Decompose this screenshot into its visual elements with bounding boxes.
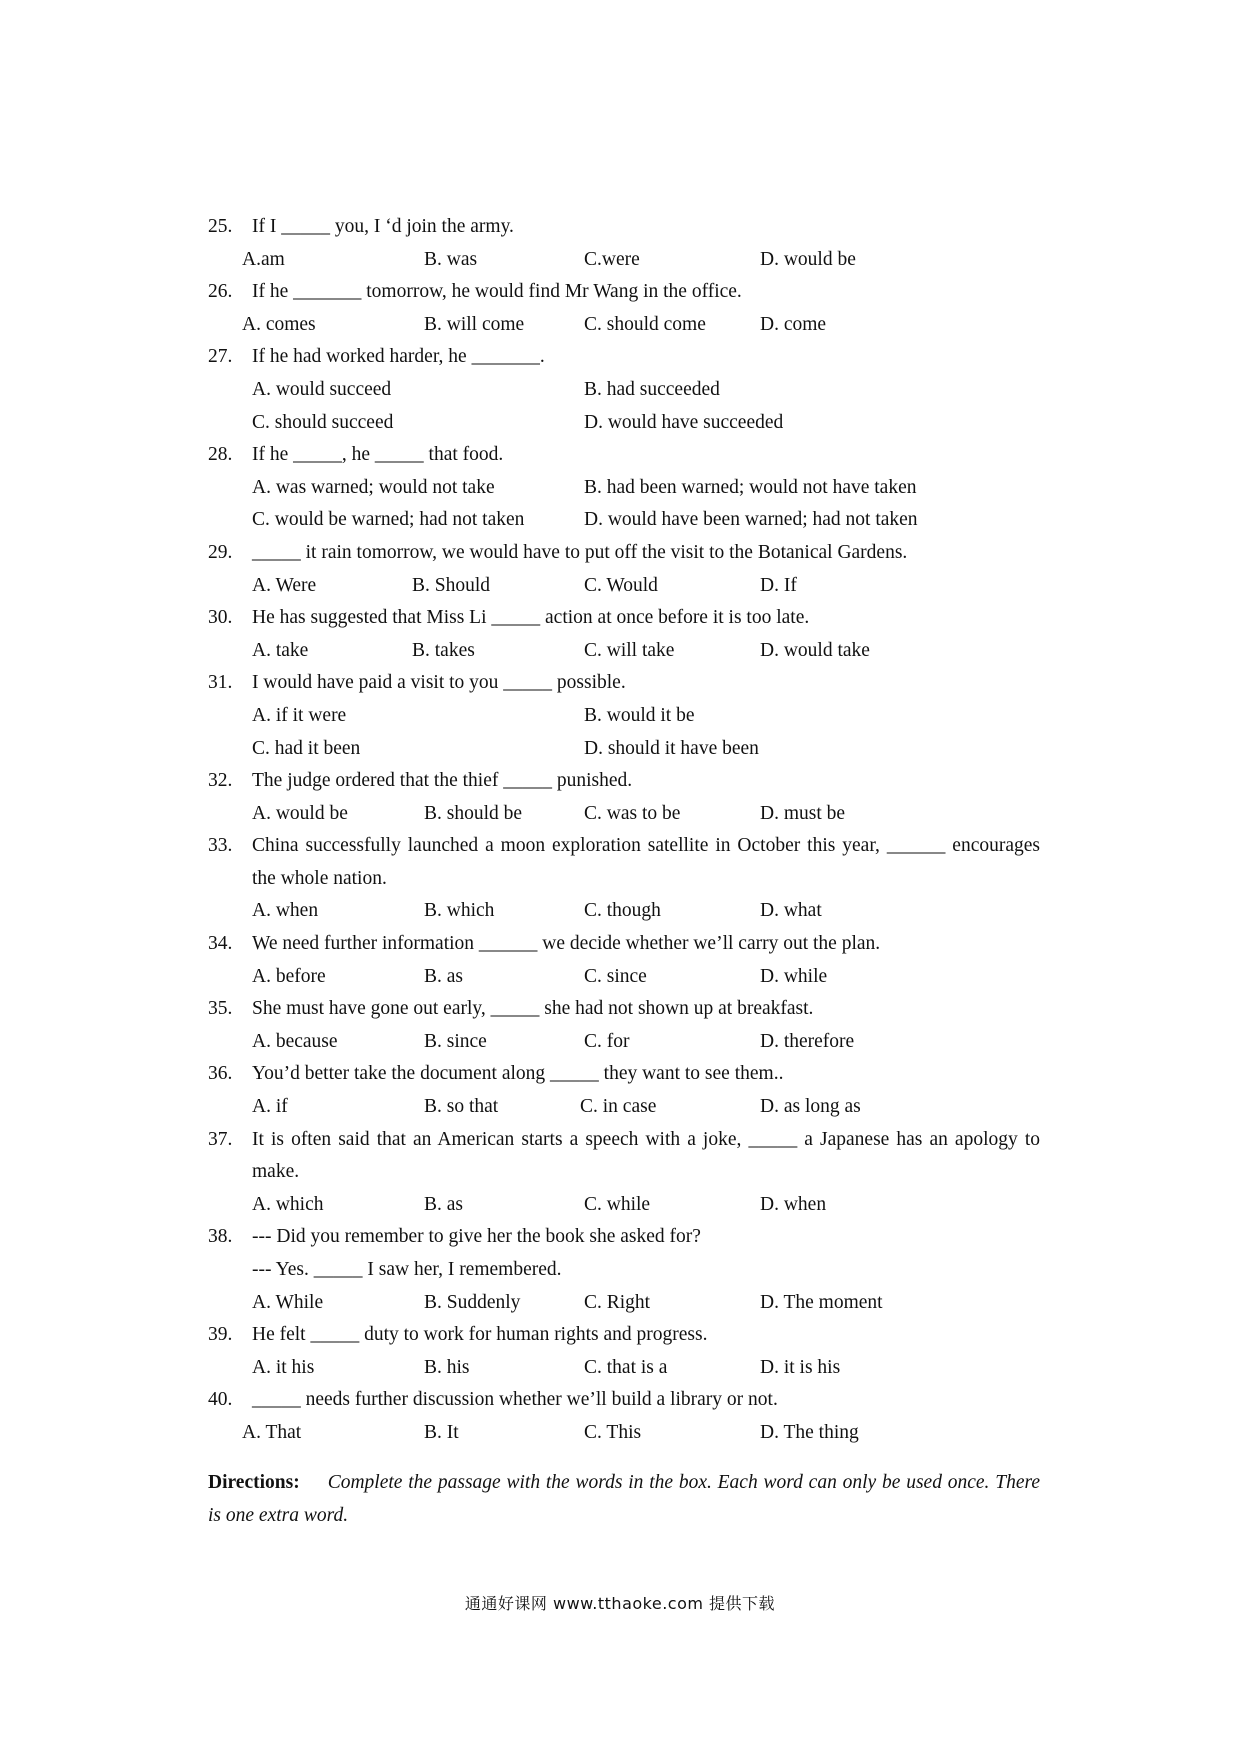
option-a: A. if bbox=[252, 1096, 288, 1118]
option-b: B. so that bbox=[424, 1096, 499, 1118]
question-stem: It is often said that an American starts a speech with a joke, _____ a Japanese has an apology to make. bbox=[252, 1128, 1040, 1183]
question-33 bbox=[208, 830, 1040, 928]
option-b: B. Should bbox=[412, 574, 491, 596]
option-d: D. would take bbox=[760, 639, 870, 661]
question-number: 29. bbox=[208, 541, 233, 563]
option-c: C. in case bbox=[580, 1096, 657, 1118]
option-d: D. The moment bbox=[760, 1291, 883, 1313]
question-stem: China successfully launched a moon exploration satellite in October this year, ______ encourages the whole nation. bbox=[252, 835, 1040, 889]
question-number: 26. bbox=[208, 281, 233, 303]
option-b: B. as bbox=[424, 1193, 463, 1215]
question-number: 30. bbox=[208, 607, 233, 629]
option-b: B. will come bbox=[424, 313, 525, 335]
question-sheet bbox=[208, 211, 1040, 1532]
option-d: D. If bbox=[760, 574, 797, 596]
option-d: D. should it have been bbox=[584, 737, 759, 759]
question-number: 40. bbox=[208, 1389, 233, 1411]
option-c: C. though bbox=[584, 900, 661, 922]
option-c: C. should succeed bbox=[252, 411, 394, 433]
question-stem: If I _____ you, I ‘d join the army. bbox=[252, 216, 514, 237]
question-38 bbox=[208, 1221, 1040, 1319]
question-39 bbox=[208, 1319, 1040, 1384]
option-d: D. what bbox=[760, 900, 822, 922]
option-b: B. It bbox=[424, 1421, 459, 1443]
question-number: 39. bbox=[208, 1324, 233, 1346]
option-a: A. was warned; would not take bbox=[252, 476, 495, 498]
question-stem: If he _____, he _____ that food. bbox=[252, 444, 504, 466]
question-number: 38. bbox=[208, 1226, 233, 1248]
question-stem: We need further information ______ we decide whether we’ll carry out the plan. bbox=[252, 933, 881, 955]
option-c: C. should come bbox=[584, 313, 706, 335]
question-stem: You’d better take the document along _____ they want to see them.. bbox=[252, 1063, 784, 1085]
option-c: C. was to be bbox=[584, 802, 681, 824]
option-d: D. would be bbox=[760, 248, 856, 270]
option-c: C. Right bbox=[584, 1291, 651, 1313]
option-a: A. when bbox=[252, 900, 319, 922]
question-32 bbox=[208, 765, 1040, 830]
question-36 bbox=[208, 1058, 1040, 1123]
question-stem: I would have paid a visit to you _____ possible. bbox=[252, 672, 626, 694]
option-b: B. since bbox=[424, 1030, 487, 1052]
question-stem: He has suggested that Miss Li _____ action at once before it is too late. bbox=[252, 607, 810, 629]
question-number: 34. bbox=[208, 933, 233, 955]
option-c: C. for bbox=[584, 1030, 630, 1052]
option-b: B. had succeeded bbox=[584, 378, 720, 400]
option-d: D. come bbox=[760, 313, 827, 335]
option-d: D. must be bbox=[760, 802, 846, 824]
question-stem: If he had worked harder, he _______. bbox=[252, 346, 545, 368]
question-stem: She must have gone out early, _____ she had not shown up at breakfast. bbox=[252, 998, 814, 1020]
option-d: D. therefore bbox=[760, 1030, 855, 1052]
question-28 bbox=[208, 439, 1040, 537]
question-34 bbox=[208, 928, 1040, 993]
question-stem: _____ it rain tomorrow, we would have to put off the visit to the Botanical Gardens. bbox=[252, 541, 908, 563]
option-c: C. will take bbox=[584, 639, 675, 661]
option-a: A. While bbox=[252, 1291, 324, 1313]
option-c: C. This bbox=[584, 1421, 642, 1443]
directions-text: Complete the passage with the words in the box. Each word can only be used once. There is one extra word. bbox=[208, 1471, 1040, 1526]
option-a: A. it his bbox=[252, 1356, 315, 1378]
directions-label: Directions: bbox=[208, 1471, 300, 1493]
option-c: C. had it been bbox=[252, 737, 361, 759]
option-a: A. which bbox=[252, 1193, 324, 1215]
question-29 bbox=[208, 537, 1040, 602]
option-a: A. comes bbox=[242, 313, 316, 335]
option-b: B. which bbox=[424, 900, 495, 922]
option-b: B. was bbox=[424, 248, 478, 270]
option-d: D. it is his bbox=[760, 1356, 841, 1378]
question-number: 35. bbox=[208, 998, 233, 1020]
option-a: A. because bbox=[252, 1030, 338, 1052]
option-b: B. had been warned; would not have taken bbox=[584, 476, 917, 498]
question-stem: _____ needs further discussion whether we’ll build a library or not. bbox=[252, 1389, 778, 1411]
question-number: 27. bbox=[208, 346, 233, 368]
option-c: C. while bbox=[584, 1193, 651, 1215]
question-27 bbox=[208, 341, 1040, 439]
option-c: C. that is a bbox=[584, 1356, 668, 1378]
footer-download-note: 通通好课网 www.tthaoke.com 提供下载 bbox=[464, 1594, 776, 1613]
option-a: A. Were bbox=[252, 574, 317, 596]
question-number: 32. bbox=[208, 770, 233, 792]
option-a: A. before bbox=[252, 965, 326, 987]
option-d: D. would have been warned; had not taken bbox=[584, 509, 918, 531]
option-a: A. That bbox=[242, 1421, 302, 1443]
question-number: 33. bbox=[208, 835, 233, 857]
option-a: A.am bbox=[242, 248, 285, 270]
question-37 bbox=[208, 1124, 1040, 1222]
option-c: C.were bbox=[584, 248, 640, 270]
question-number: 37. bbox=[208, 1128, 233, 1150]
question-stem: The judge ordered that the thief _____ punished. bbox=[252, 770, 633, 792]
question-25 bbox=[208, 211, 1040, 276]
question-stem: --- Did you remember to give her the book she asked for? bbox=[252, 1226, 701, 1248]
question-26 bbox=[208, 276, 1040, 341]
option-b: B. his bbox=[424, 1356, 470, 1378]
question-number: 28. bbox=[208, 444, 233, 466]
option-b: B. takes bbox=[412, 639, 475, 661]
option-a: A. would be bbox=[252, 802, 348, 824]
option-b: B. should be bbox=[424, 802, 523, 824]
question-31 bbox=[208, 667, 1040, 765]
option-a: A. take bbox=[252, 639, 309, 661]
question-stem-line-2: --- Yes. _____ I saw her, I remembered. bbox=[252, 1259, 562, 1280]
option-a: A. if it were bbox=[252, 704, 347, 726]
question-number: 36. bbox=[208, 1063, 233, 1085]
option-b: B. Suddenly bbox=[424, 1291, 521, 1313]
option-c: C. would be warned; had not taken bbox=[252, 509, 525, 531]
option-d: D. would have succeeded bbox=[584, 411, 784, 433]
question-40 bbox=[208, 1384, 1040, 1449]
question-stem: He felt _____ duty to work for human rights and progress. bbox=[252, 1324, 708, 1346]
question-stem: If he _______ tomorrow, he would find Mr Wang in the office. bbox=[252, 281, 742, 303]
question-number: 31. bbox=[208, 672, 233, 694]
directions bbox=[208, 1466, 1040, 1532]
option-d: D. The thing bbox=[760, 1421, 859, 1443]
option-b: B. as bbox=[424, 965, 463, 987]
option-b: B. would it be bbox=[584, 704, 695, 726]
option-d: D. as long as bbox=[760, 1096, 861, 1118]
option-c: C. since bbox=[584, 965, 647, 987]
option-a: A. would succeed bbox=[252, 378, 392, 400]
option-c: C. Would bbox=[584, 574, 658, 596]
option-d: D. while bbox=[760, 965, 828, 987]
question-35 bbox=[208, 993, 1040, 1058]
question-number: 25. bbox=[208, 216, 233, 237]
option-d: D. when bbox=[760, 1193, 827, 1215]
question-30 bbox=[208, 602, 1040, 667]
